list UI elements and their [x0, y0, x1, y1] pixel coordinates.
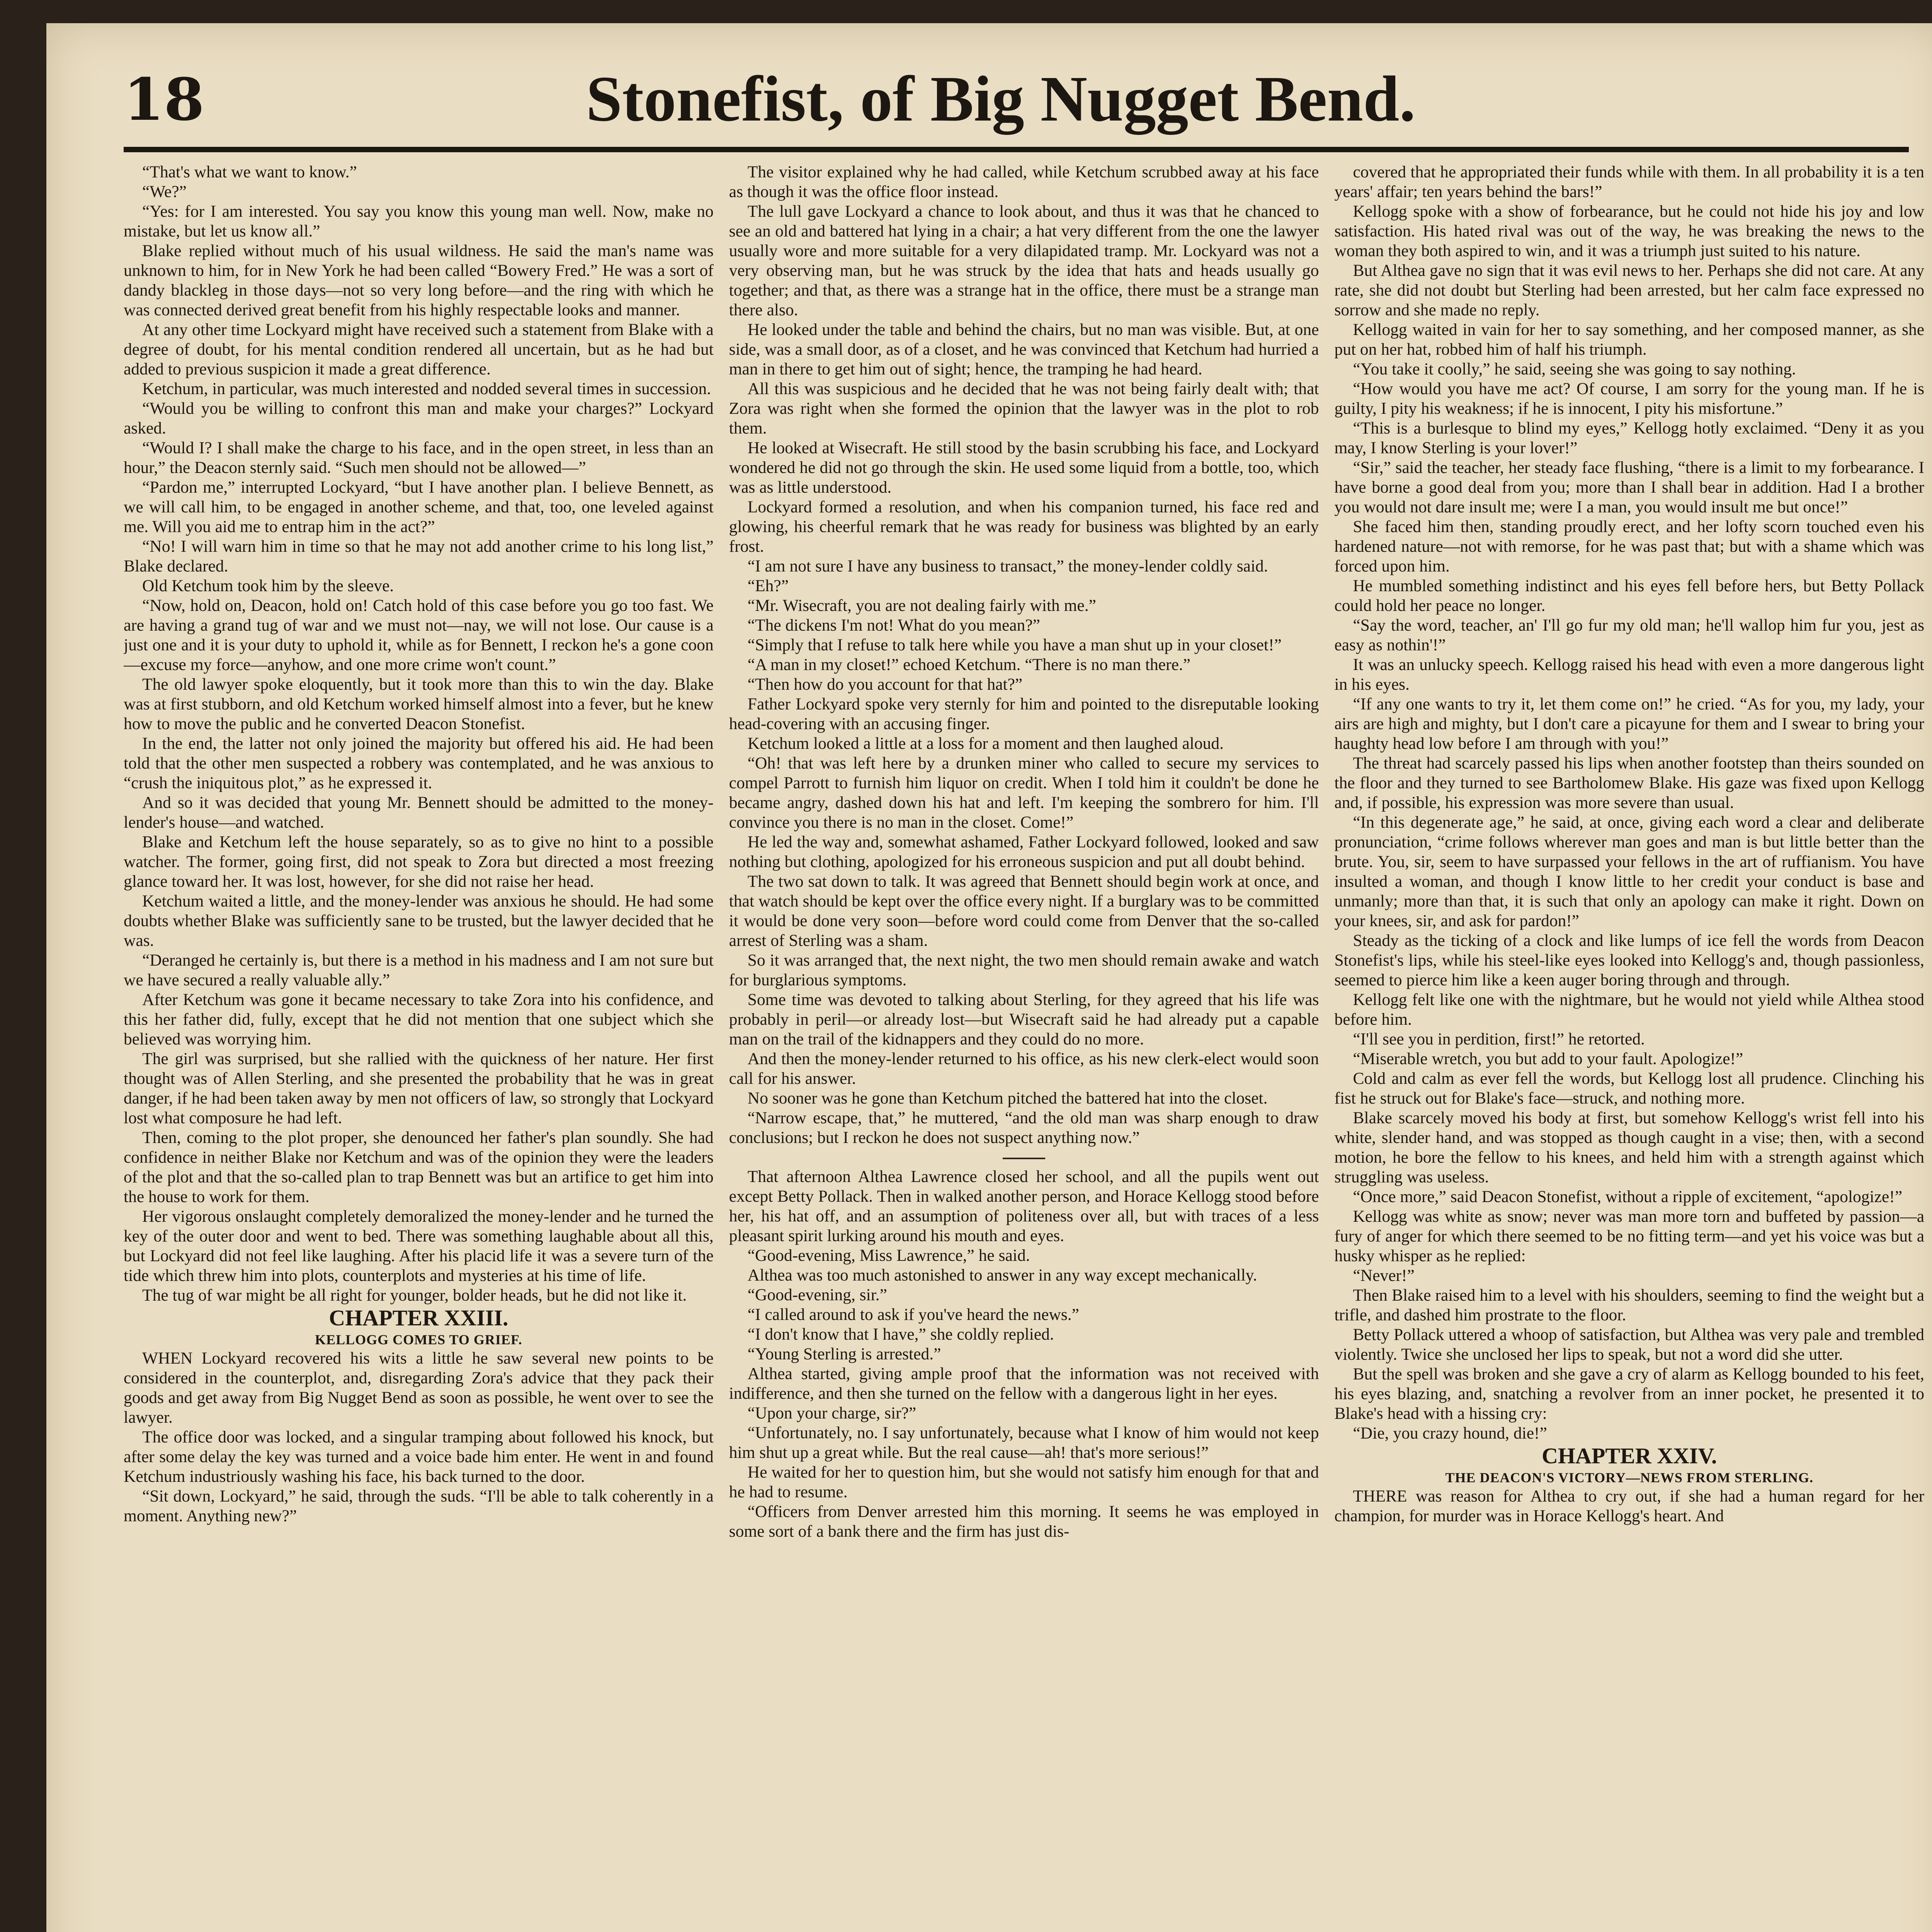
chapter-heading: CHAPTER XXIII. [329, 1305, 509, 1330]
paragraph: “Eh?” [747, 577, 789, 595]
paragraph: That afternoon Althea Lawrence closed her school, and all the pupils went out except Betty Pollack. Then in walked another person, and Horace Kellogg stood before her, his hat off, and an assumption of politeness over all, but with traces of a less pleasant spirit lurking around his mouth and eyes. [729, 1167, 1319, 1245]
paragraph: “You take it coolly,” he said, seeing she was going to say nothing. [1353, 360, 1796, 378]
paragraph: It was an unlucky speech. Kellogg raised his head with even a more dangerous light in his eyes. [1334, 655, 1925, 694]
paragraph: “Then how do you account for that hat?” [747, 675, 1023, 694]
paragraph: “Oh! that was left here by a drunken miner who called to secure my services to compel Parrott to furnish him liquor on credit. When I told him it couldn't be done he became angry, dashed down his hat and left. I'm keeping the sombrero for him. I'll convince you there is no man in the closet. Come!” [729, 754, 1319, 832]
paragraph: “I am not sure I have any business to transact,” the money-lender coldly said. [747, 557, 1268, 575]
paragraph: Althea was too much astonished to answer in any way except mechanically. [747, 1266, 1257, 1284]
paragraph: He mumbled something indistinct and his eyes fell before hers, but Betty Pollack could hold her peace no longer. [1334, 577, 1925, 615]
paragraph: At any other time Lockyard might have received such a statement from Blake with a degree of doubt, for his mental condition rendered all uncertain, but as he had but added to previous suspicion it made a great difference. [124, 320, 714, 378]
paragraph: The visitor explained why he had called, while Ketchum scrubbed away at his face as though it was the office floor instead. [729, 163, 1319, 201]
paragraph: “Pardon me,” interrupted Lockyard, “but I have another plan. I believe Bennett, as we will call him, to be engaged in another scheme, and that, too, one leveled against me. Will you aid me to entrap him in the act?” [124, 478, 714, 536]
paragraph: Old Ketchum took him by the sleeve. [142, 577, 394, 595]
paragraph: Ketchum, in particular, was much interested and nodded several times in succession. [142, 379, 711, 398]
paragraph: Lockyard formed a resolution, and when his companion turned, his face red and glowing, his cheerful remark that he was ready for business was blighted by an early frost. [729, 498, 1319, 556]
paragraph: Kellogg was white as snow; never was man more torn and buffeted by passion—a fury of anger for which there seemed to be no fitting term—and yet his voice was but a husky whisper as he replied: [1334, 1207, 1925, 1265]
paragraph: “Would I? I shall make the charge to his face, and in the open street, in less than an hour,” the Deacon sternly said. “Such men should not be allowed—” [124, 439, 714, 477]
paragraph: “If any one wants to try it, let them come on!” he cried. “As for you, my lady, your airs are high and mighty, but I don't care a picayune for them and I swear to bring your haughty head low before I am through with you!” [1334, 695, 1925, 753]
paragraph: covered that he appropriated their funds while with them. In all probability it is a ten years' affair; ten years behind the bars!” [1334, 163, 1925, 201]
paragraph: “Miserable wretch, you but add to your fault. Apologize!” [1353, 1049, 1743, 1068]
paragraph: “Say the word, teacher, an' I'll go fur my old man; he'll wallop him fur you, jest as easy as nothin'!” [1334, 616, 1925, 654]
paragraph: “Deranged he certainly is, but there is a method in his madness and I am not sure but we have secured a really valuable ally.” [124, 951, 714, 989]
text-columns [124, 162, 1924, 1932]
paragraph: “This is a burlesque to blind my eyes,” Kellogg hotly exclaimed. “Deny it as you may, I know Sterling is your lover!” [1334, 419, 1925, 457]
paragraph: “Good-evening, sir.” [747, 1286, 887, 1304]
column-right [1334, 162, 1924, 1932]
paragraph: Father Lockyard spoke very sternly for him and pointed to the disreputable looking head-covering with an accusing finger. [729, 695, 1319, 733]
paragraph: Kellogg spoke with a show of forbearance, but he could not hide his joy and low satisfaction. His hated rival was out of the way, he was breaking the news to the woman they both aspired to win, and it was a triumph just suited to his nature. [1334, 202, 1925, 260]
paragraph: “Never!” [1353, 1266, 1415, 1285]
paragraph: “Mr. Wisecraft, you are not dealing fairly with me.” [747, 596, 1096, 615]
paragraph: The office door was locked, and a singular tramping about followed his knock, but after some delay the key was turned and a voice bade him enter. He went in and found Ketchum industriously washing his face, his back turned to the door. [124, 1428, 714, 1486]
paragraph: And then the money-lender returned to his office, as his new clerk-elect would soon call for his answer. [729, 1049, 1319, 1088]
paragraph: She faced him then, standing proudly erect, and her lofty scorn touched even his hardened nature—not with remorse, for he was past that; but with a shame which was forced upon him. [1334, 517, 1925, 575]
paragraph: In the end, the latter not only joined the majority but offered his aid. He had been told that the other men suspected a robbery was contemplated, and he was anxious to “crush the iniquitous plot,” as he expressed it. [124, 734, 714, 792]
column-left [124, 162, 714, 1932]
paragraph: “In this degenerate age,” he said, at once, giving each word a clear and deliberate pronunciation, “crime follows wherever man goes and man is but little better than the brute. You, sir, seem to have surpassed your fellows in the art of ruffianism. You have insulted a woman, and though I know little to her credit your conduct is base and unmanly; more than that, it is such that only an apology can make it right. Down on your knees, sir, and ask for pardon!” [1334, 813, 1925, 930]
paragraph: “Upon your charge, sir?” [747, 1404, 917, 1422]
paragraph: “Yes: for I am interested. You say you know this young man well. Now, make no mistake, but let us know all.” [124, 202, 714, 240]
paragraph: “Sir,” said the teacher, her steady face flushing, “there is a limit to my forbearance. I have borne a good deal from you; more than I shall bear in addition. Had I a brother you would not dare insult me; were I a man, you would insult me but once!” [1334, 458, 1925, 516]
paragraph: “Sit down, Lockyard,” he said, through the suds. “I'll be able to talk coherently in a moment. Anything new?” [124, 1487, 714, 1525]
paragraph: “Die, you crazy hound, die!” [1353, 1424, 1547, 1442]
paragraph: After Ketchum was gone it became necessary to take Zora into his confidence, and this her father did, fully, except that he did not mention that one subject which she believed was worrying him. [124, 990, 714, 1048]
paragraph: THERE was reason for Althea to cry out, if she had a human regard for her champion, for murder was in Horace Kellogg's heart. And [1334, 1487, 1925, 1525]
paragraph: Steady as the ticking of a clock and like lumps of ice fell the words from Deacon Stonefist's lips, while his steel-like eyes looked into Kellogg's and, though passionless, seemed to pierce him like a keen auger boring through and through. [1334, 931, 1925, 989]
paragraph: “Would you be willing to confront this man and make your charges?” Lockyard asked. [124, 399, 714, 437]
paragraph: “That's what we want to know.” [142, 163, 357, 181]
paragraph: The two sat down to talk. It was agreed that Bennett should begin work at once, and that watch should be kept over the office every night. If a burglary was to be committed it would be done very soon—before word could come from Denver that the so-called arrest of Sterling was a sham. [729, 872, 1319, 950]
paragraph: “Good-evening, Miss Lawrence,” he said. [747, 1246, 1030, 1265]
paragraph: “Simply that I refuse to talk here while you have a man shut up in your closet!” [747, 636, 1282, 654]
paragraph: The girl was surprised, but she rallied with the quickness of her nature. Her first thought was of Allen Sterling, and she presented the probability that he was in great danger, if he had been taken away by men not officers of law, so strongly that Lockyard lost what composure he had left. [124, 1049, 714, 1127]
page-number: 18 [124, 66, 204, 134]
header-rule [124, 147, 1909, 152]
paragraph: He looked at Wisecraft. He still stood by the basin scrubbing his face, and Lockyard wondered he did not go through the skin. He used some liquid from a bottle, too, which was as little understood. [729, 439, 1319, 497]
paragraph: Betty Pollack uttered a whoop of satisfaction, but Althea was very pale and trembled violently. Twice she unclosed her lips to speak, but not a word did she utter. [1334, 1325, 1925, 1364]
paragraph: Her vigorous onslaught completely demoralized the money-lender and he turned the key of the outer door and went to bed. There was something laughable about all this, but Lockyard did not feel like laughing. After his placid life it was a severe turn of the tide which threw him into plots, counterplots and mysteries at his time of life. [124, 1207, 714, 1285]
paragraph: All this was suspicious and he decided that he was not being fairly dealt with; that Zora was right when she formed the opinion that the lawyer was in the plot to rob them. [729, 379, 1319, 437]
paragraph: “A man in my closet!” echoed Ketchum. “There is no man there.” [747, 655, 1190, 674]
paragraph: “Unfortunately, no. I say unfortunately, because what I know of him would not keep him shut up a great while. But the real cause—ah! that's more serious!” [729, 1423, 1319, 1462]
paragraph: Cold and calm as ever fell the words, but Kellogg lost all prudence. Clinching his fist he struck out for Blake's face—struck, and nothing more. [1334, 1069, 1925, 1107]
chapter-heading: CHAPTER XXIV. [1542, 1443, 1717, 1468]
paragraph: Blake replied without much of his usual wildness. He said the man's name was unknown to him, for in New York he had been called “Bowery Fred.” He was a sort of dandy blackleg in those days—not so very long before—and the ring with which he was connected derived great benefit from his highly respectable looks and manner. [124, 242, 714, 319]
paragraph: Some time was devoted to talking about Sterling, for they agreed that his life was probably in peril—or already lost—but Wisecraft said he had already put a capable man on the trail of the kidnappers and they could do no more. [729, 990, 1319, 1048]
paragraph: Blake and Ketchum left the house separately, so as to give no hint to a possible watcher. The former, going first, did not speak to Zora but directed a most freezing glance toward her. It was lost, however, for she did not raise her head. [124, 833, 714, 891]
paragraph: The old lawyer spoke eloquently, but it took more than this to win the day. Blake was at first stubborn, and old Ketchum worked himself almost into a fever, but he knew how to move the public and he converted Deacon Stonefist. [124, 675, 714, 733]
paragraph: “Officers from Denver arrested him this morning. It seems he was employed in some sort of a bank there and the firm has just dis- [729, 1502, 1319, 1541]
paragraph: “I'll see you in perdition, first!” he retorted. [1353, 1030, 1645, 1048]
section-divider [1003, 1158, 1045, 1159]
paragraph: Then, coming to the plot proper, she denounced her father's plan soundly. She had confidence in neither Blake nor Ketchum and was of the opinion they were the leaders of the plot and that the so-called plan to trap Bennett was but an artifice to get him into the house to work for them. [124, 1128, 714, 1206]
paragraph: The threat had scarcely passed his lips when another footstep than theirs sounded on the floor and they turned to see Bartholomew Blake. His gaze was fixed upon Kellogg and, if possible, his expression was more severe than usual. [1334, 754, 1925, 812]
paragraph: So it was arranged that, the next night, the two men should remain awake and watch for burglarious symptoms. [729, 951, 1319, 989]
chapter-subtitle: KELLOGG COMES TO GRIEF. [315, 1332, 522, 1347]
paragraph: Blake scarcely moved his body at first, but somehow Kellogg's wrist fell into his white, slender hand, and was stopped as though caught in a vise; then, with a second motion, he bore the fellow to his knees, and held him with a strength against which struggling was useless. [1334, 1109, 1925, 1186]
paragraph: “We?” [142, 182, 187, 201]
paragraph: Althea started, giving ample proof that the information was not received with indifference, and then she turned on the fellow with a dangerous light in her eyes. [729, 1364, 1319, 1403]
paragraph: Kellogg felt like one with the nightmare, but he would not yield while Althea stood before him. [1334, 990, 1925, 1029]
paragraph: “I called around to ask if you've heard the news.” [747, 1305, 1079, 1324]
paragraph: “Now, hold on, Deacon, hold on! Catch hold of this case before you go too fast. We are having a grand tug of war and we must not—nay, we will not lose. Our cause is a just one and it is your duty to uphold it, while as for Bennett, I reckon he's a gone coon—excuse my force—anyhow, and one more crime won't count.” [124, 596, 714, 674]
paragraph: Then Blake raised him to a level with his shoulders, seeming to find the weight but a trifle, and dashed him prostrate to the floor. [1334, 1286, 1925, 1324]
paragraph: Ketchum waited a little, and the money-lender was anxious he should. He had some doubts whether Blake was sufficiently sane to be trusted, but the lawyer decided that he was. [124, 892, 714, 950]
paragraph: No sooner was he gone than Ketchum pitched the battered hat into the closet. [747, 1089, 1268, 1107]
paragraph: “How would you have me act? Of course, I am sorry for the young man. If he is guilty, I pity his weakness; if he is innocent, I pity his misfortune.” [1334, 379, 1925, 418]
paragraph: “No! I will warn him in time so that he may not add another crime to his long list,” Blake declared. [124, 537, 714, 575]
paragraph: “The dickens I'm not! What do you mean?” [747, 616, 1040, 634]
paragraph: He led the way and, somewhat ashamed, Father Lockyard followed, looked and saw nothing but clothing, apologized for his erroneous suspicion and put all doubt behind. [729, 833, 1319, 871]
paragraph: He looked under the table and behind the chairs, but no man was visible. But, at one side, was a small door, as of a closet, and he was convinced that Ketchum had hurried a man in there to get him out of sight; hence, the tramping he had heard. [729, 320, 1319, 378]
paragraph: “Young Sterling is arrested.” [747, 1345, 941, 1363]
paragraph: WHEN Lockyard recovered his wits a little he saw several new points to be considered in the counterplot, and, disregarding Zora's advice that they pack their goods and get away from Big Nugget Bend as soon as possible, he went over to see the lawyer. [124, 1349, 714, 1427]
page-header [77, 50, 1924, 151]
paragraph: But the spell was broken and she gave a cry of alarm as Kellogg bounded to his feet, his eyes blazing, and, snatching a revolver from an inner pocket, he presented it to Blake's head with a hissing cry: [1334, 1365, 1925, 1423]
paragraph: The tug of war might be all right for younger, bolder heads, but he did not like it. [142, 1286, 687, 1304]
paragraph: The lull gave Lockyard a chance to look about, and thus it was that he chanced to see an old and battered hat lying in a chair; a hat very different from the one the lawyer usually wore and more suitable for a very dilapidated tramp. Mr. Lockyard was not a very observing man, but he was struck by the idea that hats and heads usually go together; and that, as there was a strange hat in the office, there must be a strange man there also. [729, 202, 1319, 319]
paragraph: He waited for her to question him, but she would not satisfy him enough for that and he had to resume. [729, 1463, 1319, 1501]
running-title: Stonefist, of Big Nugget Bend. [586, 63, 1416, 135]
paragraph: “Narrow escape, that,” he muttered, “and the old man was sharp enough to draw conclusions; but I reckon he does not suspect anything now.” [729, 1109, 1319, 1147]
paragraph: And so it was decided that young Mr. Bennett should be admitted to the money-lender's house—and watched. [124, 793, 714, 832]
paragraph: Ketchum looked a little at a loss for a moment and then laughed aloud. [747, 734, 1224, 753]
column-middle [729, 162, 1319, 1932]
chapter-subtitle: THE DEACON'S VICTORY—NEWS FROM STERLING. [1445, 1470, 1813, 1485]
paragraph: But Althea gave no sign that it was evil news to her. Perhaps she did not care. At any rate, she did not doubt but Sterling had been arrested, but her calm face expressed no sorrow and she made no reply. [1334, 261, 1925, 319]
paragraph: “I don't know that I have,” she coldly replied. [747, 1325, 1054, 1344]
paragraph: Kellogg waited in vain for her to say something, and her composed manner, as she put on her hat, robbed him of half his triumph. [1334, 320, 1925, 359]
paragraph: “Once more,” said Deacon Stonefist, without a ripple of excitement, “apologize!” [1353, 1187, 1903, 1206]
